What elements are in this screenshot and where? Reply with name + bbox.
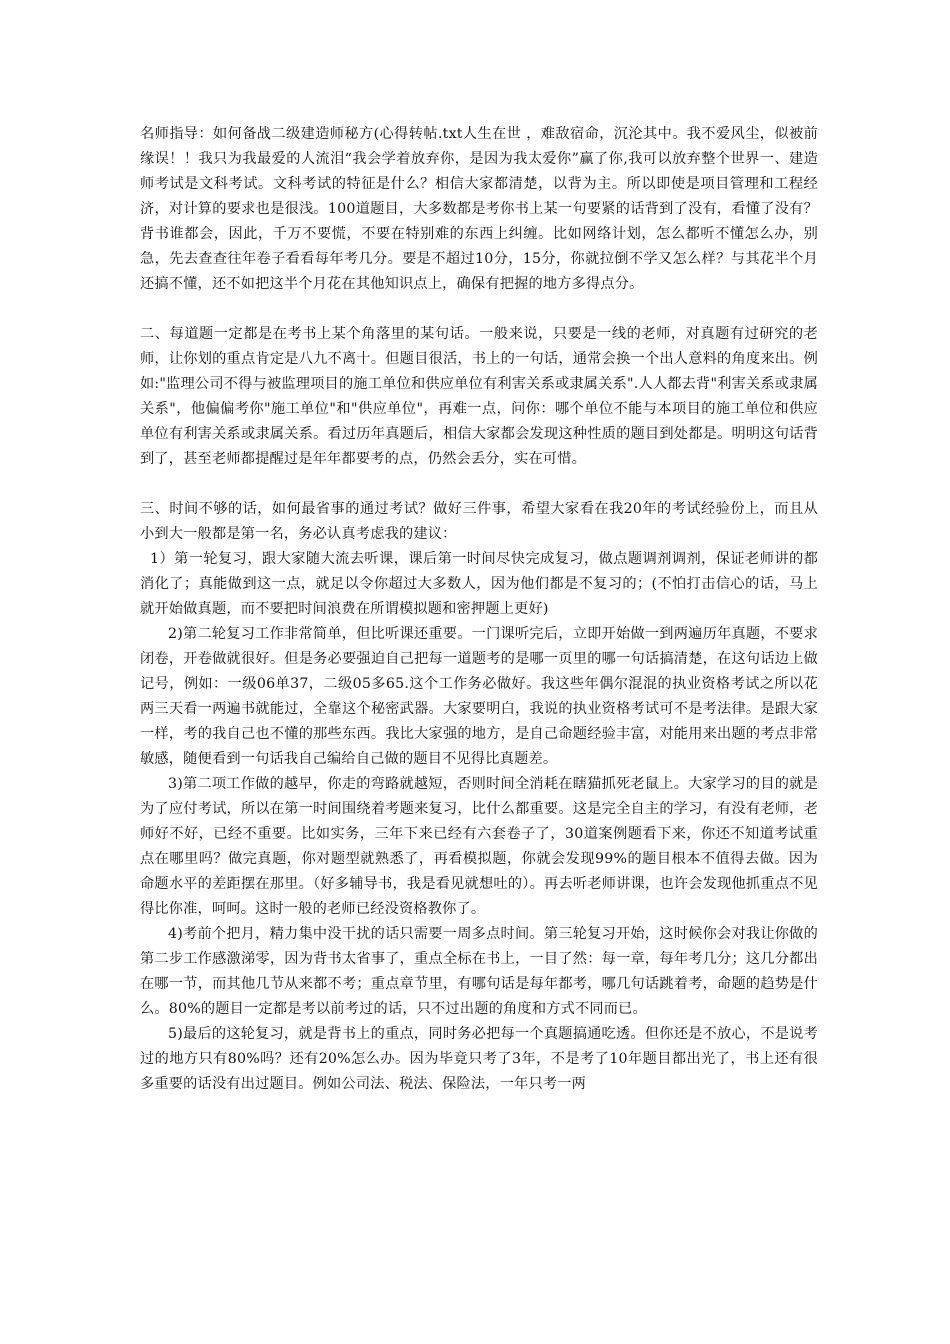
paragraph-gap xyxy=(140,297,818,322)
paragraph-step-five: 5)最后的这轮复习，就是背书上的重点，同时务必把每一个真题搞通吃透。但你还是不放心，不是说考过的地方只有80%吗？还有20%怎么办。因为毕竟只考了3年，不是考了10年题目都出光了，书上还有很多重要的话没有出过题目。例如公司法、税法、保险法，一年只考一两 xyxy=(140,1026,818,1092)
paragraph-step-three: 3)第二项工作做的越早，你走的弯路就越短，否则时间全消耗在瞎猫抓死老鼠上。大家学习的目的就是为了应付考试，所以在第一时间围绕着考题来复习，比什么都重要。这是完全自主的学习，有没有老师，老师好不好，已经不重要。比如实务，三年下来已经有六套卷子了，30道案例题看下来，你还不知道考试重点在哪里吗？做完真题，你对题型就熟悉了，再看模拟题，你就会发现99%的题目根本不值得去做。因为命题水平的差距摆在那里。（好多辅导书，我是看见就想吐的）。再去听老师讲课，也许会发现他抓重点不见得比你准，呵呵。这时一般的老师已经没资格教你了。 xyxy=(140,776,818,917)
paragraph-intro: 名师指导：如何备战二级建造师秘方(心得转帖.txt人生在世 ，难敌宿命，沉沦其中。我不爱风尘，似被前缘误！！我只为我最爱的人流泪“我会学着放弃你，是因为我太爱你”赢了你,我可以放弃整个世界一、建造师考试是文科考试。文科考试的特征是什么？相信大家都清楚，以背为主。所以即使是项目管理和工程经济，对计算的要求也是很浅。100道题目，大多数都是考你书上某一句要紧的话背到了没有，看懂了没有？背书谁都会，因此，千万不要慌，不要在特别难的东西上纠缠。比如网络计划，怎么都听不懂怎么办，别急，先去查查往年卷子看看每年考几分。要是不超过10分，15分，你就拉倒不学又怎么样？与其花半个月还搞不懂，还不如把这半个月花在其他知识点上，确保有把握的地方多得点分。 xyxy=(140,126,818,292)
document-body xyxy=(140,122,818,1097)
paragraph-step-two: 2)第二轮复习工作非常简单，但比听课还重要。一门课听完后，立即开始做一到两遍历年真题，不要求闭卷，开卷做就很好。但是务必要强迫自己把每一道题考的是哪一页里的哪一句话搞清楚，在这句话边上做记号，例如：一级06单37，二级05多65.这个工作务必做好。我这些年偶尔混混的执业资格考试之所以花两三天看一两遍书就能过，全靠这个秘密武器。大家要明白，我说的执业资格考试可不是考法律。是跟大家一样，考的我自己也不懂的那些东西。我比大家强的地方，是自己命题经验丰富，对能用来出题的考点非常敏感，随便看到一句话我自己编给自己做的题目不见得比真题差。 xyxy=(140,626,818,767)
paragraph-section-three: 三、时间不够的话，如何最省事的通过考试？做好三件事，希望大家看在我20年的考试经验份上，而且从小到大一般都是第一名，务必认真考虑我的建议： xyxy=(140,501,818,542)
paragraph-step-four: 4)考前个把月，精力集中没干扰的话只需要一周多点时间。第三轮复习开始，这时候你会对我让你做的第二步工作感激涕零，因为背书太省事了，重点全标在书上，一目了然：每一章，每年考几分；这几分都出在哪一节，而其他几节从来都不考；重点章节里，有哪句话是每年都考，哪几句话跳着考，命题的趋势是什么。80%的题目一定都是考以前考过的话，只不过出题的角度和方式不同而已。 xyxy=(140,926,818,1017)
paragraph-step-one: 1）第一轮复习，跟大家随大流去听课，课后第一时间尽快完成复习，做点题调剂调剂，保证老师讲的都消化了；真能做到这一点，就足以令你超过大多数人，因为他们都是不复习的；(不怕打击信心的话，马上就开始做真题，而不要把时间浪费在所谓模拟题和密押题上更好) xyxy=(140,551,818,617)
paragraph-gap xyxy=(140,472,818,497)
paragraph-section-two: 二、每道题一定都是在考书上某个角落里的某句话。一般来说，只要是一线的老师，对真题有过研究的老师，让你划的重点肯定是八九不离十。但题目很活，书上的一句话，通常会换一个出人意料的角度来出。例如:"监理公司不得与被监理项目的施工单位和供应单位有利害关系或隶属关系".人人都去背"利害关系或隶属关系"，他偏偏考你"施工单位"和"供应单位"，再难一点，问你：哪个单位不能与本项目的施工单位和供应单位有利害关系或隶属关系。看过历年真题后，相信大家都会发现这种性质的题目到处都是。明明这句话背到了，甚至老师都提醒过是年年都要考的点，仍然会丢分，实在可惜。 xyxy=(140,326,818,467)
